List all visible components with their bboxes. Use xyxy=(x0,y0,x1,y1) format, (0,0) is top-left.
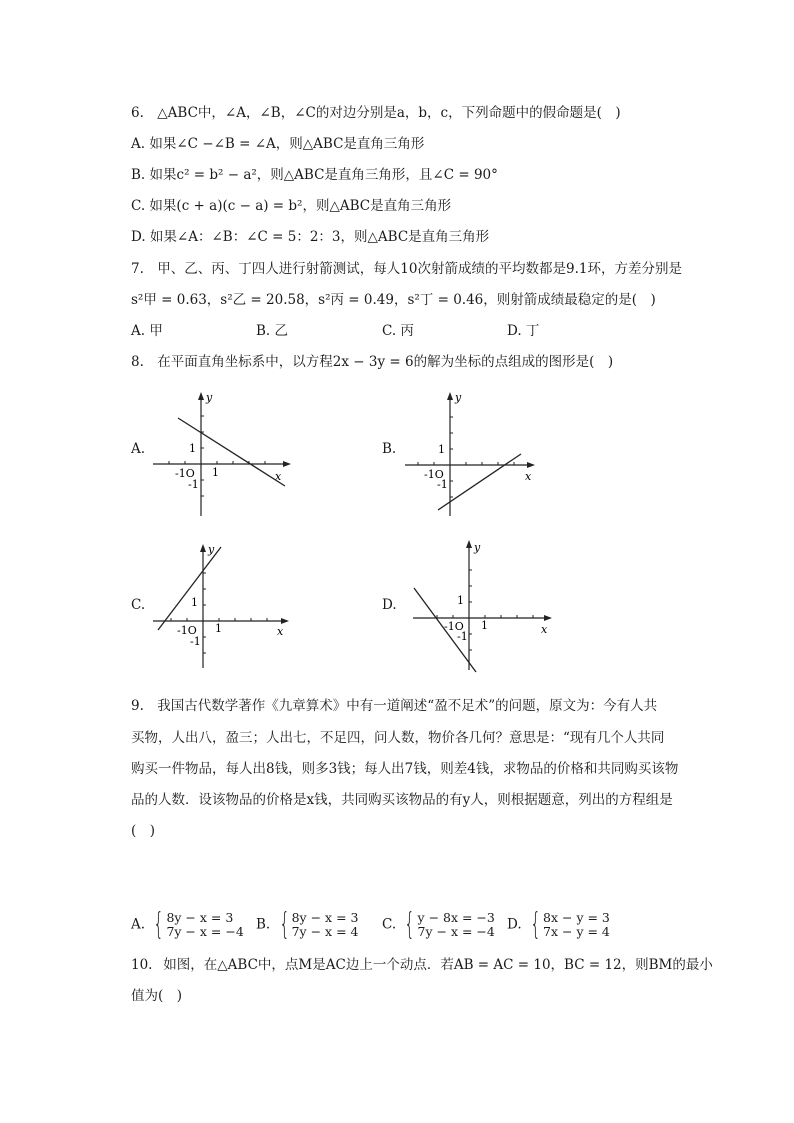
q8-option-d-label: D. xyxy=(382,597,397,613)
tick-neg-one-y: -1 xyxy=(437,478,448,491)
y-arrow xyxy=(200,544,206,552)
equation-1: 8y − x = 3 xyxy=(166,910,234,925)
q9-stem xyxy=(131,697,657,715)
q9-option-b xyxy=(256,907,359,942)
q8-graph-c xyxy=(148,540,293,670)
q8-graph-d xyxy=(408,536,558,676)
y-label: y xyxy=(206,391,213,404)
x-label: x xyxy=(541,623,548,636)
tick-one-x: 1 xyxy=(215,622,222,635)
tick-one-x: 1 xyxy=(481,619,488,632)
q8-graph-b xyxy=(400,388,545,518)
q8-stem xyxy=(131,353,613,371)
x-label: x xyxy=(275,470,282,483)
x-label: x xyxy=(277,625,284,638)
equation-2: 7y − x = −4 xyxy=(166,924,244,939)
tick-neg-one-y: -1 xyxy=(190,635,201,648)
q9-stem-line3: 购买一件物品，每人出8钱，则多3钱；每人出7钱，则差4钱，求物品的价格和共同购买该物 xyxy=(131,761,679,777)
equation-2: 7y − x = −4 xyxy=(417,924,495,939)
q6-stem xyxy=(131,104,621,122)
q8-option-a-label: A. xyxy=(131,441,146,457)
q7-stem xyxy=(131,260,682,278)
q10-stem-line2: 值为( ) xyxy=(131,988,183,1004)
tick-one-y: 1 xyxy=(457,594,464,607)
option-label: C. xyxy=(382,916,397,933)
tick-one-y: 1 xyxy=(189,442,196,455)
q7-stem-line2: s²甲 = 0.63，s²乙 = 20.58，s²丙 = 0.49，s²丁 = 0.46，则射箭成绩最稳定的是( ) xyxy=(131,292,656,308)
q10-number: 10. xyxy=(131,957,153,973)
q9-option-d xyxy=(507,907,610,942)
origin-label: -1O xyxy=(177,624,197,637)
q6-option-a: A. 如果∠C −∠B = ∠A，则△ABC是直角三角形 xyxy=(131,136,425,152)
equation-1: 8x − y = 3 xyxy=(543,910,610,925)
equation-2: 7y − x = 4 xyxy=(291,924,359,939)
y-label: y xyxy=(208,543,215,556)
q8-option-c-label: C. xyxy=(131,597,146,613)
q9-stem-line5: ( ) xyxy=(131,823,156,839)
option-label: A. xyxy=(131,916,146,933)
q9-stem-line2: 买物，人出八，盈三；人出七，不足四，问人数，物价各几何？意思是：“现有几个人共同 xyxy=(131,730,665,746)
q7-number: 7. xyxy=(131,261,144,277)
brace-icon: { xyxy=(278,907,290,942)
tick-neg-one-y: -1 xyxy=(457,630,468,643)
x-label: x xyxy=(525,470,532,483)
q6-option-c: C. 如果(c + a)(c − a) = b²，则△ABC是直角三角形 xyxy=(131,198,452,214)
graph-line xyxy=(158,547,221,630)
y-arrow xyxy=(466,540,472,548)
option-label: B. xyxy=(256,916,271,933)
q8-stem-text: 在平面直角坐标系中，以方程2x − 3y = 6的解为坐标的点组成的图形是( ) xyxy=(157,354,614,370)
q10-stem xyxy=(131,956,713,974)
q8-number: 8. xyxy=(131,354,144,370)
brace-icon: { xyxy=(404,907,416,942)
tick-neg-one-y: -1 xyxy=(188,478,199,491)
q8-option-b-label: B. xyxy=(382,441,397,457)
tick-one-y: 1 xyxy=(191,596,198,609)
x-arrow xyxy=(527,462,535,468)
q7-stem-line1: 甲、乙、丙、丁四人进行射箭测试，每人10次射箭成绩的平均数都是9.1环，方差分别是 xyxy=(157,261,682,277)
x-arrow xyxy=(283,461,291,467)
origin-label: -1O xyxy=(424,468,444,481)
q6-stem-text: △ABC中，∠A，∠B，∠C的对边分别是a，b，c，下列命题中的假命题是( ) xyxy=(157,105,621,121)
q9-stem-line4: 品的人数．设该物品的价格是x钱，共同购买该物品的有y人，则根据题意，列出的方程组是 xyxy=(131,792,673,808)
q9-number: 9. xyxy=(131,698,144,714)
q6-option-d: D. 如果∠A：∠B：∠C = 5：2：3，则△ABC是直角三角形 xyxy=(131,229,490,245)
brace-icon: { xyxy=(153,907,165,942)
y-arrow xyxy=(447,392,453,400)
option-label: D. xyxy=(507,916,522,933)
origin-label: -1O xyxy=(175,467,195,480)
equation-2: 7x − y = 4 xyxy=(543,924,610,939)
q10-stem-line1: 如图，在△ABC中，点M是AC边上一个动点．若AB = AC = 10，BC = 12，则BM的最小 xyxy=(163,957,713,973)
q7-option-d: D. 丁 xyxy=(507,323,540,339)
tick-one-y: 1 xyxy=(438,443,445,456)
tick-one-x: 1 xyxy=(212,466,219,479)
q9-stem-line1: 我国古代数学著作《九章算术》中有一道阐述“盈不足术”的问题，原文为：今有人共 xyxy=(157,698,658,714)
x-arrow xyxy=(281,618,289,624)
equation-1: y − 8x = −3 xyxy=(417,910,495,925)
y-label: y xyxy=(474,541,481,554)
y-arrow xyxy=(198,392,204,400)
q8-graph-a xyxy=(148,388,293,518)
q7-option-b: B. 乙 xyxy=(256,323,289,339)
q9-option-a xyxy=(131,907,244,942)
y-label: y xyxy=(455,391,462,404)
q6-number: 6. xyxy=(131,105,144,121)
q6-option-b: B. 如果c² = b² − a²，则△ABC是直角三角形，且∠C = 90° xyxy=(131,167,498,183)
q7-option-c: C. 丙 xyxy=(382,323,414,339)
brace-icon: { xyxy=(530,907,541,942)
origin-label: -1O xyxy=(444,620,464,633)
q7-option-a: A. 甲 xyxy=(131,323,163,339)
x-arrow xyxy=(544,615,552,621)
equation-1: 8y − x = 3 xyxy=(291,910,359,925)
q9-option-c xyxy=(382,907,495,942)
